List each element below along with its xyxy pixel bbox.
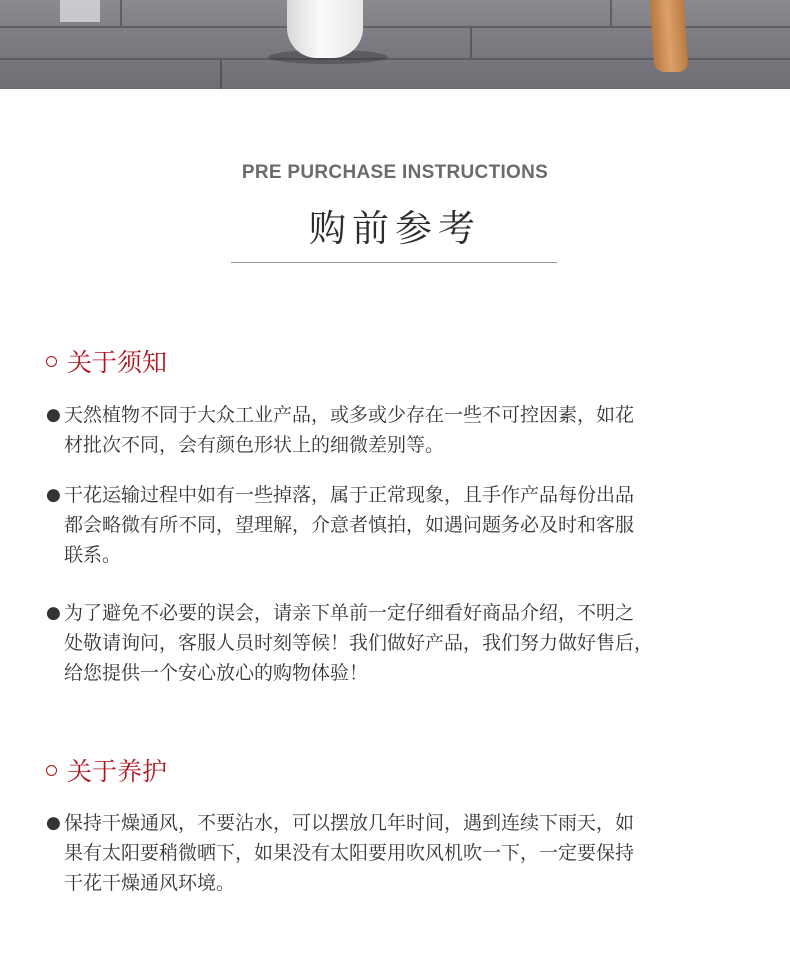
floor-plank-seam <box>220 60 222 89</box>
header-chinese-title: 购前参考 <box>309 207 481 250</box>
bullet-icon: ● <box>46 813 61 833</box>
section-title-notice <box>46 343 167 379</box>
bullet-icon: ● <box>46 485 61 505</box>
section-title-care <box>46 752 167 788</box>
bullet-icon: ● <box>46 405 61 425</box>
floor-plank-seam <box>470 28 472 58</box>
section-title-text: 关于养护 <box>67 757 168 786</box>
header-english-title: PRE PURCHASE INSTRUCTIONS <box>241 162 549 183</box>
section-title-text: 关于须知 <box>67 348 168 377</box>
floor-plank-seam <box>610 0 612 26</box>
bullet-icon: ● <box>46 603 61 623</box>
list-item <box>46 400 716 460</box>
list-item-text: 为了避免不必要的误会，请亲下单前一定仔细看好商品介绍，不明之 处敬请询问，客服人员时刻等候！我们做好产品，我们努力做好售后， 给您提供一个安心放心的购物体验！ <box>64 602 654 684</box>
list-item-text: 干花运输过程中如有一些掉落，属于正常现象，且手作产品每份出品 都会略微有所不同，望理解，介意者慎拍，如遇问题务必及时和客服 联系。 <box>64 484 635 566</box>
white-vase <box>287 0 363 58</box>
product-photo-strip <box>0 0 790 89</box>
header-divider <box>231 262 557 263</box>
list-item <box>46 598 716 688</box>
list-item-text: 天然植物不同于大众工业产品，或多或少存在一些不可控因素，如花 材批次不同，会有颜色形状上的细微差别等。 <box>64 404 635 456</box>
list-item <box>46 808 716 898</box>
list-item-text: 保持干燥通风，不要沾水，可以摆放几年时间，遇到连续下雨天，如 果有太阳要稍微晒下，如果没有太阳要用吹风机吹一下，一定要保持 干花干燥通风环境。 <box>64 812 635 894</box>
floor-plank-seam <box>120 0 122 26</box>
circle-icon <box>46 765 57 776</box>
wooden-chair-leg <box>649 0 688 72</box>
list-item <box>46 480 716 570</box>
circle-icon <box>46 356 57 367</box>
floor-highlight <box>60 0 100 22</box>
